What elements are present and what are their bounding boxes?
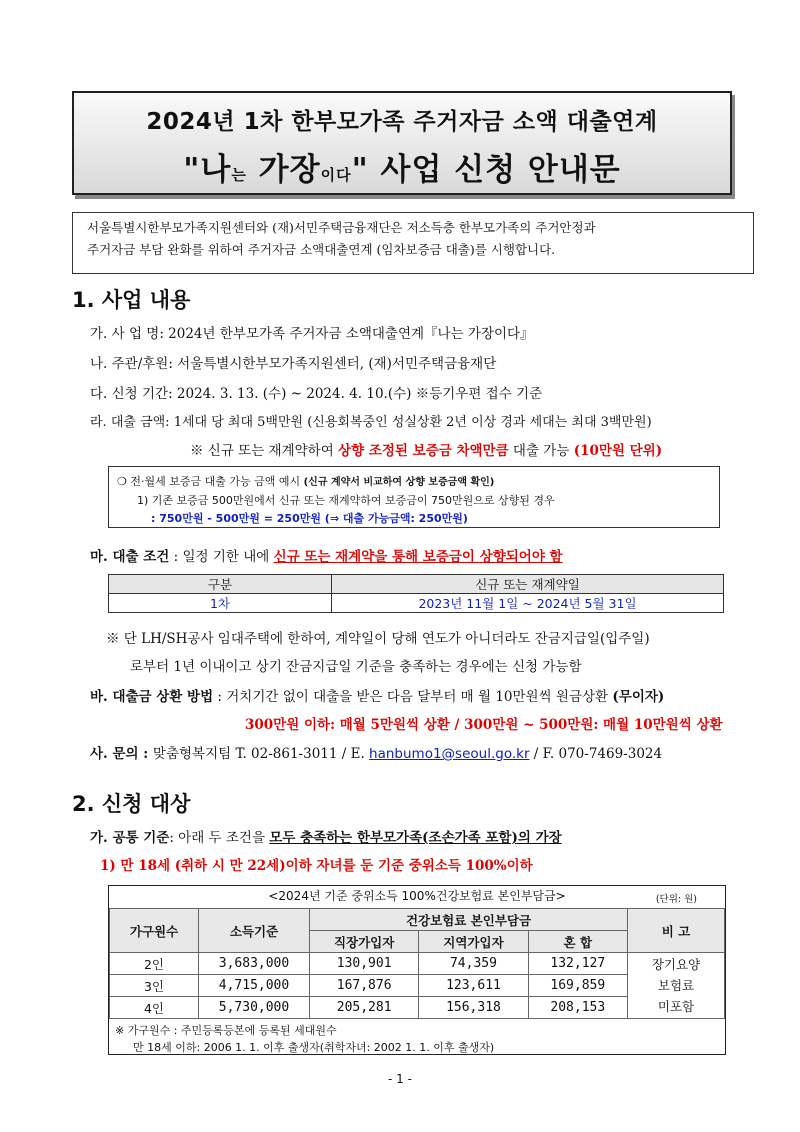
- title-part: "나: [183, 152, 232, 188]
- table-cell: 205,281: [310, 997, 419, 1019]
- item-ma-text: : 일정 기한 내에: [169, 549, 274, 565]
- income-table: [109, 908, 725, 1019]
- item-na: 나. 주관/후원: 서울특별시한부모가족지원센터, (재)서민주택금융재단: [90, 356, 497, 372]
- title-box: [72, 91, 732, 195]
- title-part: 가장: [246, 152, 321, 188]
- intro-box: [72, 212, 754, 274]
- table-header-cell: 구분: [109, 575, 332, 594]
- remark-cell: [628, 953, 725, 1019]
- income-table-unit: (단위: 원): [655, 894, 697, 905]
- table-row: [110, 953, 725, 975]
- table-cell: 123,611: [419, 975, 528, 997]
- section-1-heading: 1. 사업 내용: [72, 288, 191, 312]
- remark-line: 장기요양: [651, 957, 701, 972]
- income-table-caption-row: [109, 886, 725, 908]
- example-subtitle: (신규 계약서 비교하여 상향 보증금액 확인): [303, 477, 495, 488]
- loan-example-box: [108, 466, 720, 528]
- item-da: 다. 신청 기간: 2024. 3. 13. (수) ~ 2024. 4. 10.(수) ※등기우편 접수 기준: [90, 386, 543, 402]
- item-ba-label: 바. 대출금 상환 방법: [90, 689, 214, 705]
- subheader-cell: 직장가입자: [310, 931, 419, 953]
- example-line-1: [117, 473, 711, 492]
- example-line-3: : 750만원 - 500만원 = 250만원 (⇒ 대출 가능금액: 250만원): [151, 512, 468, 525]
- example-title: ❍ 전·월세 보증금 대출 가능 금액 예시: [117, 475, 304, 488]
- item-ra: 라. 대출 금액: 1세대 당 최대 5백만원 (신용회복중인 성실상환 2년 이상 경과 세대는 최대 3백만원): [90, 415, 652, 430]
- criteria-emphasis: 한부모가족(조손가족 포함)의 가장: [352, 830, 562, 846]
- table-cell: 208,153: [528, 997, 627, 1019]
- condition-1: 1) 만 18세 (취하 시 만 22세)이하 자녀를 둔 기준 중위소득 100%이하: [100, 858, 533, 874]
- subheader-cell: 지역가입자: [419, 931, 528, 953]
- criteria-label: 가. 공통 기준: [90, 830, 170, 846]
- table-row: [109, 594, 724, 613]
- table-cell: 2023년 11월 1일 ~ 2024년 5월 31일: [332, 594, 724, 613]
- table-cell: 132,127: [528, 953, 627, 975]
- example-line-2: 1) 기존 보증금 500만원에서 신규 또는 재계약하여 보증금이 750만원으로 상향된 경우: [137, 494, 555, 507]
- table-cell: 167,876: [310, 975, 419, 997]
- header-remark: 비 고: [628, 909, 725, 953]
- title-part-small: 는: [231, 166, 247, 184]
- remark-line: 보험료: [657, 978, 695, 993]
- email-link[interactable]: hanbumo1@seoul.go.kr: [369, 746, 530, 762]
- contact-info: 맞춤형복지팀 T. 02-861-3011 / E.: [152, 746, 370, 762]
- item-ba: [90, 685, 664, 705]
- table-header-row: [110, 909, 725, 931]
- subheader-cell: 혼 합: [528, 931, 627, 953]
- table-cell: 156,318: [419, 997, 528, 1019]
- intro-line-1: 서울특별시한부모가족지원센터와 (재)서민주택금융재단은 저소득층 한부모가족의 주거안정과: [87, 220, 596, 235]
- table-cell: 130,901: [310, 953, 419, 975]
- title-line-1: 2024년 1차 한부모가족 주거자금 소액 대출연계: [146, 109, 658, 135]
- title-line-2: [74, 144, 730, 189]
- table-cell: 4인: [110, 997, 199, 1019]
- table-cell: 74,359: [419, 953, 528, 975]
- common-criteria: [90, 826, 562, 846]
- table-header-cell: 신규 또는 재계약일: [332, 575, 724, 594]
- lh-note-line-1: ※ 단 LH/SH공사 임대주택에 한하여, 계약일이 당해 연도가 아니더라도 잔금지급일(입주일): [106, 631, 650, 647]
- item-ga: 가. 사 업 명: 2024년 한부모가족 주거자금 소액대출연계『나는 가장이다』: [90, 326, 534, 342]
- item-ba-interest: (무이자): [612, 689, 665, 705]
- header-household: 가구원수: [110, 909, 199, 953]
- item-sa-label: 사. 문의 :: [90, 746, 153, 762]
- table-cell: 3인: [110, 975, 199, 997]
- item-ma-label: 마. 대출 조건: [90, 549, 170, 565]
- criteria-text: : 아래 두 조건을: [169, 830, 270, 846]
- fax-info: / F. 070-7469-3024: [529, 746, 663, 762]
- title-part-small: 이다: [320, 166, 352, 184]
- item-ra-note: [190, 439, 662, 459]
- note-text: 대출 가능: [508, 443, 574, 459]
- table-cell: 169,859: [528, 975, 627, 997]
- note-text: ※ 신규 또는 재계약하여: [190, 443, 339, 459]
- income-table-box: [108, 885, 726, 1055]
- contract-date-table: [108, 574, 724, 613]
- intro-line-2: 주거자금 부담 완화를 위하여 주거자금 소액대출연계 (임차보증금 대출)를 시행합니다.: [87, 242, 556, 257]
- item-sa: [90, 742, 662, 762]
- table-cell: 2인: [110, 953, 199, 975]
- note-highlight: 상향 조정된 보증금 차액만큼: [338, 443, 509, 459]
- footnote-line-2: 만 18세 이하: 2006 1. 1. 이후 출생자(취학자녀: 2002 1. 1. 이후 출생자): [133, 1041, 495, 1054]
- footnote-line-1: ※ 가구원수 : 주민등록등본에 등록된 세대원수: [115, 1024, 337, 1037]
- note-highlight: (10만원 단위): [573, 443, 663, 459]
- repayment-schedule: 300만원 이하: 매월 5만원씩 상환 / 300만원 ~ 500만원: 매월 10만원씩 상환: [245, 717, 723, 733]
- item-ma: [90, 545, 563, 565]
- page-number: - 1 -: [388, 1072, 412, 1086]
- table-cell: 4,715,000: [199, 975, 310, 997]
- header-premium: 건강보험료 본인부담금: [310, 909, 628, 931]
- income-table-caption: <2024년 기준 중위소득 100%건강보험료 본인부담금>: [268, 889, 566, 903]
- table-cell: 3,683,000: [199, 953, 310, 975]
- criteria-emphasis: 모두 충족하는: [269, 830, 353, 846]
- lh-note-line-2: 로부터 1년 이내이고 상기 잔금지급일 기준을 충족하는 경우에는 신청 가능함: [130, 659, 582, 675]
- header-income: 소득기준: [199, 909, 310, 953]
- table-header-row: [109, 575, 724, 594]
- section-2-heading: 2. 신청 대상: [72, 792, 191, 816]
- remark-line: 미포함: [657, 999, 695, 1014]
- income-table-footnote: [109, 1019, 725, 1059]
- title-part: " 사업 신청 안내문: [351, 152, 621, 188]
- item-ba-text: : 거치기간 없이 대출을 받은 다음 달부터 매 월 10만원씩 원금상환: [213, 689, 613, 705]
- item-ma-highlight: 신규 또는 재계약을 통해 보증금이 상향되어야 함: [273, 549, 563, 565]
- table-cell: 5,730,000: [199, 997, 310, 1019]
- table-cell: 1차: [109, 594, 332, 613]
